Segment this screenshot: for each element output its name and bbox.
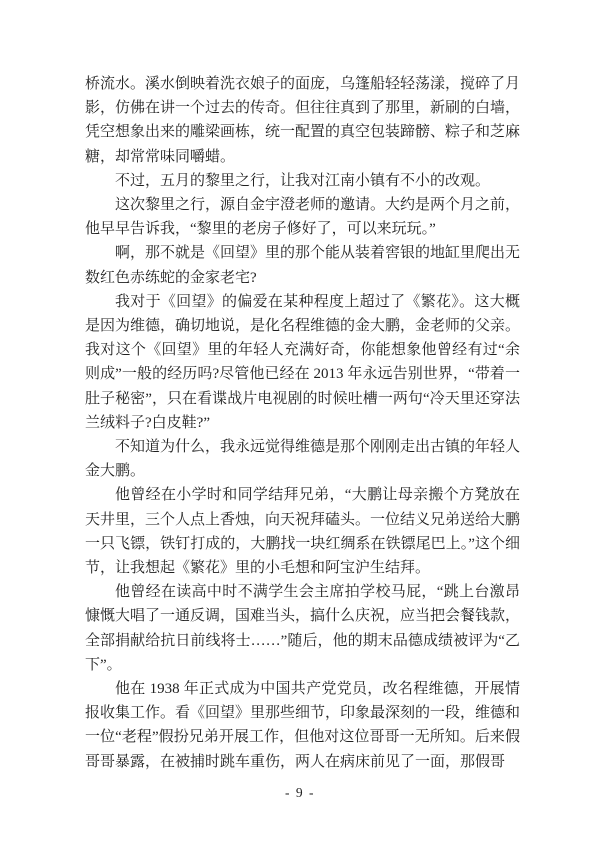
paragraph: 这次黎里之行，源自金宇澄老师的邀请。大约是两个月之前，他早早告诉我，“黎里的老房子修好了，可以来玩玩。” xyxy=(85,197,521,238)
paragraph: 不知道为什么，我永远觉得维德是那个刚刚走出古镇的年轻人金大鹏。 xyxy=(85,439,521,480)
paragraph: 桥流水。溪水倒映着洗衣娘子的面庞，乌篷船轻轻荡漾，搅碎了月影，仿佛在讲一个过去的传奇。但往往真到了那里，新刷的白墙，凭空想象出来的雕梁画栋，统一配置的真空包装蹄髈、粽子和芝麻糖，却常常味同嚼蜡。 xyxy=(85,76,521,165)
paragraph: 我对于《回望》的偏爱在某种程度上超过了《繁花》。这大概是因为维德，确切地说，是化名程维德的金大鹏，金老师的父亲。我对这个《回望》里的年轻人充满好奇，你能想象他曾经有过“余则成”一般的经历吗?尽管他已经在 2013 年永远告别世界，“带着一肚子秘密”，只在看谍战片电视剧的时候吐槽一两句“冷天里还穿法兰绒料子?白皮鞋?” xyxy=(85,293,521,431)
paragraph: 他曾经在读高中时不满学生会主席拍学校马屁，“跳上台激昂慷慨大唱了一通反调，国难当头，搞什么庆祝，应当把会餐钱款，全部捐献给抗日前线将士……”随后，他的期末品德成绩被评为“乙下”。 xyxy=(85,584,521,673)
document-text xyxy=(85,72,520,774)
page-number: - 9 - xyxy=(285,785,315,800)
paragraph: 啊，那不就是《回望》里的那个能从装着窖银的地缸里爬出无数红色赤练蛇的金家老宅? xyxy=(85,245,521,286)
paragraph: 他在 1938 年正式成为中国共产党党员，改名程维德，开展情报收集工作。看《回望》里那些细节，印象最深刻的一段，维德和一位“老程”假扮兄弟开展工作，但他对这位哥哥一无所知。后来假哥哥暴露，在被捕时跳车重伤，两人在病床前见了一面，那假哥 xyxy=(85,681,521,770)
paragraph: 不过，五月的黎里之行，让我对江南小镇有不小的改观。 xyxy=(115,172,491,189)
paragraph: 他曾经在小学时和同学结拜兄弟，“大鹏让母亲搬个方凳放在天井里，三个人点上香烛，向天祝拜磕头。一位结义兄弟送给大鹏一只飞镖，铁钉打成的，大鹏找一块红绸系在铁镖尾巴上。”这个细节，让我想起《繁花》里的小毛想和阿宝沪生结拜。 xyxy=(85,487,521,577)
